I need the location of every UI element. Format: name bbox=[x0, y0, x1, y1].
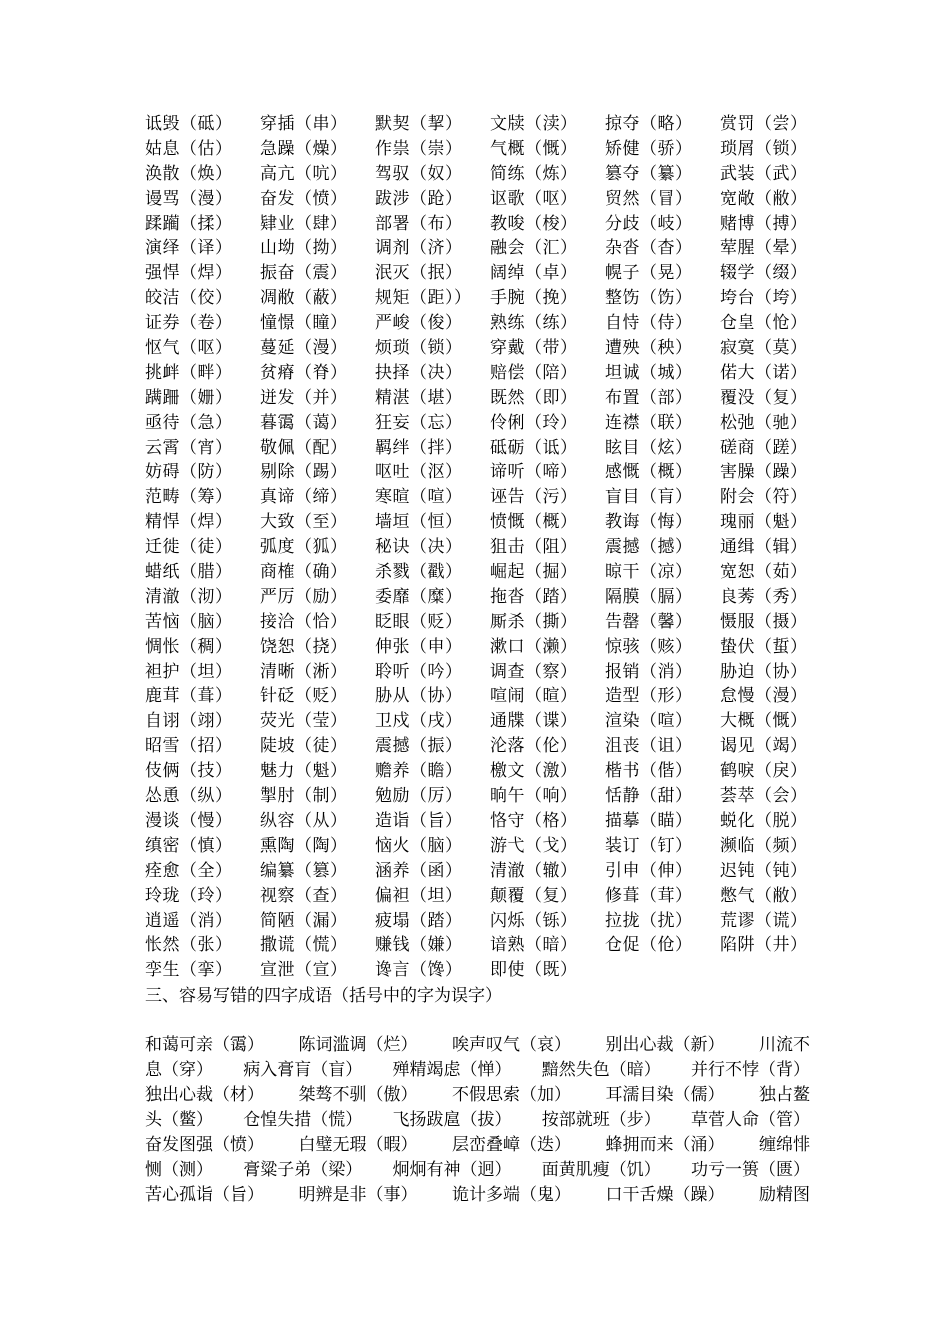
word-row bbox=[145, 834, 810, 859]
idiom-item: 病入膏肓（盲） bbox=[243, 1060, 363, 1081]
word-cell: 遭殃（秧） bbox=[605, 338, 693, 359]
word-cell: 沦落（伦） bbox=[490, 736, 578, 757]
word-cell: 自诩（翊） bbox=[145, 711, 233, 732]
word-row bbox=[145, 709, 810, 734]
word-cell: 精悍（焊） bbox=[145, 512, 233, 533]
word-cell: 演绎（译） bbox=[145, 238, 233, 259]
word-cell: 掠夺（略） bbox=[605, 114, 693, 134]
word-cell: 妨碍（防） bbox=[145, 462, 233, 483]
idiom-line bbox=[145, 1183, 810, 1208]
word-cell: 仓促（伧） bbox=[605, 935, 693, 956]
word-cell: 谒见（竭） bbox=[720, 736, 808, 757]
idiom-line bbox=[145, 1108, 810, 1133]
word-row bbox=[145, 411, 810, 436]
word-cell: 墙垣（恒） bbox=[375, 512, 463, 533]
word-cell: 通缉（辑） bbox=[720, 537, 808, 558]
idiom-item: 独出心裁（材） bbox=[145, 1084, 264, 1105]
word-row bbox=[145, 884, 810, 909]
word-row bbox=[145, 236, 810, 261]
idiom-item: 诡计多端（鬼） bbox=[452, 1184, 571, 1205]
word-cell: 谩骂（漫） bbox=[145, 188, 233, 209]
word-cell: 隔膜（膈） bbox=[605, 586, 693, 607]
word-row bbox=[145, 460, 810, 485]
idiom-item: 息（穿） bbox=[145, 1060, 213, 1081]
word-cell: 琐屑（锁） bbox=[720, 138, 808, 159]
idiom-item: 面黄肌瘦（饥） bbox=[541, 1159, 661, 1180]
idiom-item: 不假思索（加） bbox=[452, 1084, 571, 1105]
word-cell: 憧憬（瞳） bbox=[260, 313, 348, 334]
word-cell: 迁徙（徒） bbox=[145, 537, 233, 558]
idiom-item: 头（鳖） bbox=[145, 1109, 213, 1130]
idiom-line bbox=[145, 1158, 810, 1183]
word-cell: 分歧（岐） bbox=[605, 213, 693, 234]
word-cell: 愤慨（概） bbox=[490, 512, 578, 533]
word-cell: 漱口（濑） bbox=[490, 636, 578, 657]
word-cell: 迟钝（钝） bbox=[720, 860, 808, 881]
word-cell: 袒护（坦） bbox=[145, 661, 233, 682]
word-row bbox=[145, 684, 810, 709]
word-cell: 伶俐（玲） bbox=[490, 412, 578, 433]
word-cell: 勉励（厉） bbox=[375, 786, 463, 807]
word-cell: 蛰伏（蜇） bbox=[720, 636, 808, 657]
word-cell: 眩目（炫） bbox=[605, 437, 693, 458]
word-cell: 惆怅（稠） bbox=[145, 636, 233, 657]
idiom-item: 飞扬跋扈（拔） bbox=[392, 1109, 512, 1130]
word-cell: 针砭（贬） bbox=[260, 686, 348, 707]
word-cell: 姑息（估） bbox=[145, 138, 233, 159]
word-cell: 部署（布） bbox=[375, 213, 463, 234]
idiom-item: 川流不 bbox=[759, 1035, 810, 1056]
word-cell: 伸张（申） bbox=[375, 636, 463, 657]
word-cell: 涣散（焕） bbox=[145, 163, 233, 184]
word-cell: 简练（炼） bbox=[490, 163, 578, 184]
word-cell: 教诲（悔） bbox=[605, 512, 693, 533]
idiom-item: 励精图 bbox=[759, 1184, 810, 1205]
word-cell: 精湛（堪） bbox=[375, 387, 463, 408]
word-cell: 胁迫（协） bbox=[720, 661, 808, 682]
word-cell: 清晰（淅） bbox=[260, 661, 348, 682]
word-cell: 蜕化（脱） bbox=[720, 810, 808, 831]
word-cell: 暮霭（蔼） bbox=[260, 412, 348, 433]
word-row bbox=[145, 734, 810, 759]
word-cell: 奋发（愤） bbox=[260, 188, 348, 209]
word-cell: 严厉（励） bbox=[260, 586, 348, 607]
word-row bbox=[145, 759, 810, 784]
word-cell: 纵容（从） bbox=[260, 810, 348, 831]
word-row bbox=[145, 361, 810, 386]
word-cell: 布置（部） bbox=[605, 387, 693, 408]
word-cell: 蜡纸（腊） bbox=[145, 562, 233, 583]
word-cell: 杀戮（戳） bbox=[375, 562, 463, 583]
word-cell: 撒谎（慌） bbox=[260, 935, 348, 956]
word-cell: 濒临（频） bbox=[720, 835, 808, 856]
idiom-item: 唉声叹气（哀） bbox=[452, 1035, 571, 1056]
word-cell: 穿戴（带） bbox=[490, 338, 578, 359]
word-cell: 严峻（俊） bbox=[375, 313, 463, 334]
word-cell: 贸然（冒） bbox=[605, 188, 693, 209]
word-cell: 寒暄（喧） bbox=[375, 487, 463, 508]
word-cell: 渲染（喧） bbox=[605, 711, 693, 732]
word-cell: 委靡（糜） bbox=[375, 586, 463, 607]
word-cell: 大致（至） bbox=[260, 512, 348, 533]
word-cell: 厮杀（撕） bbox=[490, 611, 578, 632]
word-cell: 赏罚（尝） bbox=[720, 114, 808, 134]
word-cell: 连襟（联） bbox=[605, 412, 693, 433]
word-cell: 震撼（撼） bbox=[605, 537, 693, 558]
word-cell: 缜密（慎） bbox=[145, 835, 233, 856]
idiom-item: 奋发图强（愤） bbox=[145, 1134, 264, 1155]
word-cell: 秘诀（决） bbox=[375, 537, 463, 558]
word-cell: 恪守（格） bbox=[490, 810, 578, 831]
word-cell: 调剂（济） bbox=[375, 238, 463, 259]
word-cell: 大概（慨） bbox=[720, 711, 808, 732]
word-cell: 涵养（函） bbox=[375, 860, 463, 881]
word-cell: 驾驭（奴） bbox=[375, 163, 463, 184]
word-cell: 卫戍（戌） bbox=[375, 711, 463, 732]
word-cell: 修葺（茸） bbox=[605, 885, 693, 906]
word-cell: 晾干（凉） bbox=[605, 562, 693, 583]
word-cell: 矫健（骄） bbox=[605, 138, 693, 159]
misspelled-words-table bbox=[145, 112, 810, 983]
word-cell: 掣肘（制） bbox=[260, 786, 348, 807]
word-row bbox=[145, 933, 810, 958]
word-cell: 慑服（摄） bbox=[720, 611, 808, 632]
word-cell: 装订（钉） bbox=[605, 835, 693, 856]
idiom-line bbox=[145, 1133, 810, 1158]
word-cell: 范畴（筹） bbox=[145, 487, 233, 508]
word-cell: 简陋（漏） bbox=[260, 910, 348, 931]
word-cell: 逍遥（消） bbox=[145, 910, 233, 931]
word-cell: 振奋（震） bbox=[260, 263, 348, 284]
word-cell: 既然（即） bbox=[490, 387, 578, 408]
word-cell: 漫谈（慢） bbox=[145, 810, 233, 831]
word-cell: 崛起（掘） bbox=[490, 562, 578, 583]
word-cell: 拉拢（扰） bbox=[605, 910, 693, 931]
word-cell: 编纂（篡） bbox=[260, 860, 348, 881]
word-cell: 强悍（焊） bbox=[145, 263, 233, 284]
word-cell: 陡坡（徒） bbox=[260, 736, 348, 757]
idiom-item: 耳濡目染（儒） bbox=[605, 1084, 725, 1105]
word-cell: 辍学（缀） bbox=[720, 263, 808, 284]
word-cell: 熟练（练） bbox=[490, 313, 578, 334]
word-cell: 熏陶（陶） bbox=[260, 835, 348, 856]
word-cell: 玲珑（玲） bbox=[145, 885, 233, 906]
word-cell: 喧闹（暄） bbox=[490, 686, 578, 707]
word-cell: 阔绰（卓） bbox=[490, 263, 578, 284]
word-row bbox=[145, 909, 810, 934]
document-page bbox=[145, 112, 810, 1207]
idiom-line bbox=[145, 1083, 810, 1108]
idiom-item: 独占鳌 bbox=[759, 1084, 810, 1105]
word-row bbox=[145, 261, 810, 286]
word-cell: 附会（符） bbox=[720, 487, 808, 508]
word-cell: 害臊（躁） bbox=[720, 462, 808, 483]
word-cell: 震撼（振） bbox=[375, 736, 463, 757]
word-row bbox=[145, 137, 810, 162]
word-cell: 荟萃（会） bbox=[720, 786, 808, 807]
word-cell: 挑衅（畔） bbox=[145, 362, 233, 383]
idiom-item: 按部就班（步） bbox=[541, 1109, 661, 1130]
word-cell: 引申（伸） bbox=[605, 860, 693, 881]
idiom-item: 层峦叠嶂（迭） bbox=[452, 1134, 571, 1155]
word-cell: 沮丧（诅） bbox=[605, 736, 693, 757]
idiom-item: 草菅人命（管） bbox=[691, 1109, 810, 1130]
word-cell: 覆没（复） bbox=[720, 387, 808, 408]
word-row bbox=[145, 784, 810, 809]
idiom-item: 仓惶失措（慌） bbox=[243, 1109, 363, 1130]
word-cell: 闪烁（铄） bbox=[490, 910, 578, 931]
word-cell: 伎俩（技） bbox=[145, 761, 233, 782]
word-cell: 接洽（恰） bbox=[260, 611, 348, 632]
word-row bbox=[145, 560, 810, 585]
word-cell: 呕吐（沤） bbox=[375, 462, 463, 483]
word-cell: 蹒跚（姗） bbox=[145, 387, 233, 408]
word-cell: 檄文（激） bbox=[490, 761, 578, 782]
word-cell: 羁绊（拌） bbox=[375, 437, 463, 458]
word-cell: 谛听（啼） bbox=[490, 462, 578, 483]
word-cell: 孪生（挛） bbox=[145, 960, 233, 981]
word-cell: 瑰丽（魁） bbox=[720, 512, 808, 533]
word-cell: 疲塌（踏） bbox=[375, 910, 463, 931]
idiom-item: 和蔼可亲（霭） bbox=[145, 1035, 264, 1056]
word-cell: 泯灭（抿） bbox=[375, 263, 463, 284]
idiom-item: 缠绵悱 bbox=[759, 1134, 810, 1155]
word-cell: 砥砺（诋） bbox=[490, 437, 578, 458]
word-cell: 诬告（污） bbox=[490, 487, 578, 508]
word-cell: 怅然（张） bbox=[145, 935, 233, 956]
idiom-paragraph bbox=[145, 1033, 810, 1207]
word-cell: 蹂躏（揉） bbox=[145, 213, 233, 234]
idiom-item: 功亏一篑（匮） bbox=[691, 1159, 810, 1180]
word-cell: 魅力（魁） bbox=[260, 761, 348, 782]
word-row bbox=[145, 112, 810, 137]
word-row bbox=[145, 485, 810, 510]
word-cell: 即使（既） bbox=[490, 960, 578, 981]
idiom-line bbox=[145, 1058, 810, 1083]
idiom-item: 黯然失色（暗） bbox=[541, 1060, 661, 1081]
word-cell: 抉择（决） bbox=[375, 362, 463, 383]
word-cell: 武装（武） bbox=[720, 163, 808, 184]
word-cell: 偏袒（坦） bbox=[375, 885, 463, 906]
word-cell: 造型（形） bbox=[605, 686, 693, 707]
word-cell: 杂沓（杳） bbox=[605, 238, 693, 259]
word-cell: 教唆（梭） bbox=[490, 213, 578, 234]
word-cell: 报销（消） bbox=[605, 661, 693, 682]
word-cell: 视察（查） bbox=[260, 885, 348, 906]
word-cell: 苦恼（脑） bbox=[145, 611, 233, 632]
word-cell: 荒谬（谎） bbox=[720, 910, 808, 931]
word-cell: 高亢（吭） bbox=[260, 163, 348, 184]
word-cell: 作祟（崇） bbox=[375, 138, 463, 159]
word-row bbox=[145, 859, 810, 884]
word-row bbox=[145, 635, 810, 660]
word-cell: 融会（汇） bbox=[490, 238, 578, 259]
idiom-item: 蜂拥而来（涌） bbox=[605, 1134, 725, 1155]
word-row bbox=[145, 386, 810, 411]
word-cell: 磋商（蹉） bbox=[720, 437, 808, 458]
word-cell: 宣泄（宣） bbox=[260, 960, 348, 981]
word-cell: 饶恕（挠） bbox=[260, 636, 348, 657]
word-cell: 气概（慨） bbox=[490, 138, 578, 159]
word-cell: 狙击（阻） bbox=[490, 537, 578, 558]
word-cell: 宽恕（茹） bbox=[720, 562, 808, 583]
word-row bbox=[145, 336, 810, 361]
word-cell: 赔偿（陪） bbox=[490, 362, 578, 383]
word-cell: 跋涉（跄） bbox=[375, 188, 463, 209]
word-cell: 颠覆（复） bbox=[490, 885, 578, 906]
word-cell: 篡夺（纂） bbox=[605, 163, 693, 184]
word-cell: 怄气（呕） bbox=[145, 338, 233, 359]
word-cell: 亟待（急） bbox=[145, 412, 233, 433]
word-cell: 仓皇（怆） bbox=[720, 313, 808, 334]
idiom-item: 恻（测） bbox=[145, 1159, 213, 1180]
idiom-line bbox=[145, 1033, 810, 1058]
word-cell: 证券（卷） bbox=[145, 313, 233, 334]
word-cell: 痊愈（全） bbox=[145, 860, 233, 881]
word-row bbox=[145, 436, 810, 461]
idiom-item: 陈词滥调（烂） bbox=[298, 1035, 418, 1056]
word-cell: 感慨（概） bbox=[605, 462, 693, 483]
word-cell: 谙熟（暗） bbox=[490, 935, 578, 956]
word-cell: 惊骇（赅） bbox=[605, 636, 693, 657]
idiom-item: 白璧无瑕（暇） bbox=[298, 1134, 418, 1155]
word-cell: 描摹（瞄） bbox=[605, 810, 693, 831]
word-cell: 幌子（晃） bbox=[605, 263, 693, 284]
word-cell: 规矩（距）） bbox=[375, 288, 472, 309]
word-cell: 良莠（秀） bbox=[720, 586, 808, 607]
word-cell: 诋毁（砥） bbox=[145, 114, 233, 134]
idiom-item: 口干舌燥（躁） bbox=[605, 1184, 725, 1205]
word-cell: 盲目（肓） bbox=[605, 487, 693, 508]
word-cell: 谗言（馋） bbox=[375, 960, 463, 981]
word-row bbox=[145, 212, 810, 237]
word-cell: 自恃（侍） bbox=[605, 313, 693, 334]
word-row bbox=[145, 187, 810, 212]
word-cell: 恬静（甜） bbox=[605, 786, 693, 807]
word-cell: 通牒（谍） bbox=[490, 711, 578, 732]
word-cell: 商榷（确） bbox=[260, 562, 348, 583]
word-cell: 真谛（缔） bbox=[260, 487, 348, 508]
word-cell: 手腕（挽） bbox=[490, 288, 578, 309]
word-cell: 文牍（渎） bbox=[490, 114, 578, 134]
word-cell: 荧光（莹） bbox=[260, 711, 348, 732]
word-cell: 陷阱（井） bbox=[720, 935, 808, 956]
word-cell: 肄业（肆） bbox=[260, 213, 348, 234]
word-row bbox=[145, 585, 810, 610]
word-cell: 垮台（垮） bbox=[720, 288, 808, 309]
word-cell: 云霄（宵） bbox=[145, 437, 233, 458]
word-cell: 赚钱（嫌） bbox=[375, 935, 463, 956]
word-row bbox=[145, 311, 810, 336]
word-cell: 憋气（敝） bbox=[720, 885, 808, 906]
word-cell: 整饬（饬） bbox=[605, 288, 693, 309]
word-row bbox=[145, 535, 810, 560]
word-cell: 清澈（辙） bbox=[490, 860, 578, 881]
idiom-item: 别出心裁（新） bbox=[605, 1035, 725, 1056]
word-cell: 拖沓（踏） bbox=[490, 586, 578, 607]
idiom-item: 苦心孤诣（旨） bbox=[145, 1184, 264, 1205]
word-cell: 胁从（协） bbox=[375, 686, 463, 707]
word-cell: 楷书（偕） bbox=[605, 761, 693, 782]
word-cell: 松弛（驰） bbox=[720, 412, 808, 433]
word-cell: 赌博（搏） bbox=[720, 213, 808, 234]
section-heading: 三、容易写错的四字成语（括号中的字为误字） bbox=[145, 986, 502, 1007]
word-row bbox=[145, 610, 810, 635]
word-row bbox=[145, 958, 810, 983]
word-cell: 急躁（燥） bbox=[260, 138, 348, 159]
word-cell: 眨眼（贬） bbox=[375, 611, 463, 632]
word-cell: 鹿茸（葺） bbox=[145, 686, 233, 707]
word-cell: 山坳（拗） bbox=[260, 238, 348, 259]
word-cell: 敬佩（配） bbox=[260, 437, 348, 458]
idiom-item: 明辨是非（事） bbox=[298, 1184, 418, 1205]
idiom-item: 殚精竭虑（惮） bbox=[392, 1060, 512, 1081]
word-cell: 贫瘠（脊） bbox=[260, 362, 348, 383]
word-cell: 昭雪（招） bbox=[145, 736, 233, 757]
word-row bbox=[145, 660, 810, 685]
word-cell: 晌午（响） bbox=[490, 786, 578, 807]
word-cell: 赡养（瞻） bbox=[375, 761, 463, 782]
word-cell: 蔓延（漫） bbox=[260, 338, 348, 359]
idiom-item: 炯炯有神（迥） bbox=[392, 1159, 512, 1180]
word-cell: 迸发（并） bbox=[260, 387, 348, 408]
word-cell: 宽敞（敝） bbox=[720, 188, 808, 209]
word-cell: 鹤唳（戾） bbox=[720, 761, 808, 782]
word-cell: 烦琐（锁） bbox=[375, 338, 463, 359]
word-cell: 告罄（馨） bbox=[605, 611, 693, 632]
word-cell: 偌大（诺） bbox=[720, 362, 808, 383]
word-row bbox=[145, 286, 810, 311]
idiom-item: 膏粱子弟（梁） bbox=[243, 1159, 363, 1180]
word-cell: 凋敝（蔽） bbox=[260, 288, 348, 309]
idiom-item: 桀骜不驯（傲） bbox=[298, 1084, 418, 1105]
word-cell: 游弋（戈） bbox=[490, 835, 578, 856]
word-cell: 荤腥（晕） bbox=[720, 238, 808, 259]
word-cell: 造诣（旨） bbox=[375, 810, 463, 831]
word-cell: 调查（察） bbox=[490, 661, 578, 682]
word-cell: 剔除（踢） bbox=[260, 462, 348, 483]
word-row bbox=[145, 809, 810, 834]
word-cell: 皎洁（佼） bbox=[145, 288, 233, 309]
word-cell: 弧度（狐） bbox=[260, 537, 348, 558]
word-cell: 讴歌（呕） bbox=[490, 188, 578, 209]
word-row bbox=[145, 510, 810, 535]
word-cell: 清澈（沏） bbox=[145, 586, 233, 607]
word-cell: 默契（挈） bbox=[375, 114, 463, 134]
word-row bbox=[145, 162, 810, 187]
word-cell: 坦诚（城） bbox=[605, 362, 693, 383]
word-cell: 寂寞（莫） bbox=[720, 338, 808, 359]
idiom-item: 并行不悖（背） bbox=[691, 1060, 810, 1081]
word-cell: 狂妄（忘） bbox=[375, 412, 463, 433]
word-cell: 穿插（串） bbox=[260, 114, 348, 134]
word-cell: 聆听（吟） bbox=[375, 661, 463, 682]
word-cell: 怂恿（纵） bbox=[145, 786, 233, 807]
word-cell: 恼火（脑） bbox=[375, 835, 463, 856]
word-cell: 怠慢（漫） bbox=[720, 686, 808, 707]
